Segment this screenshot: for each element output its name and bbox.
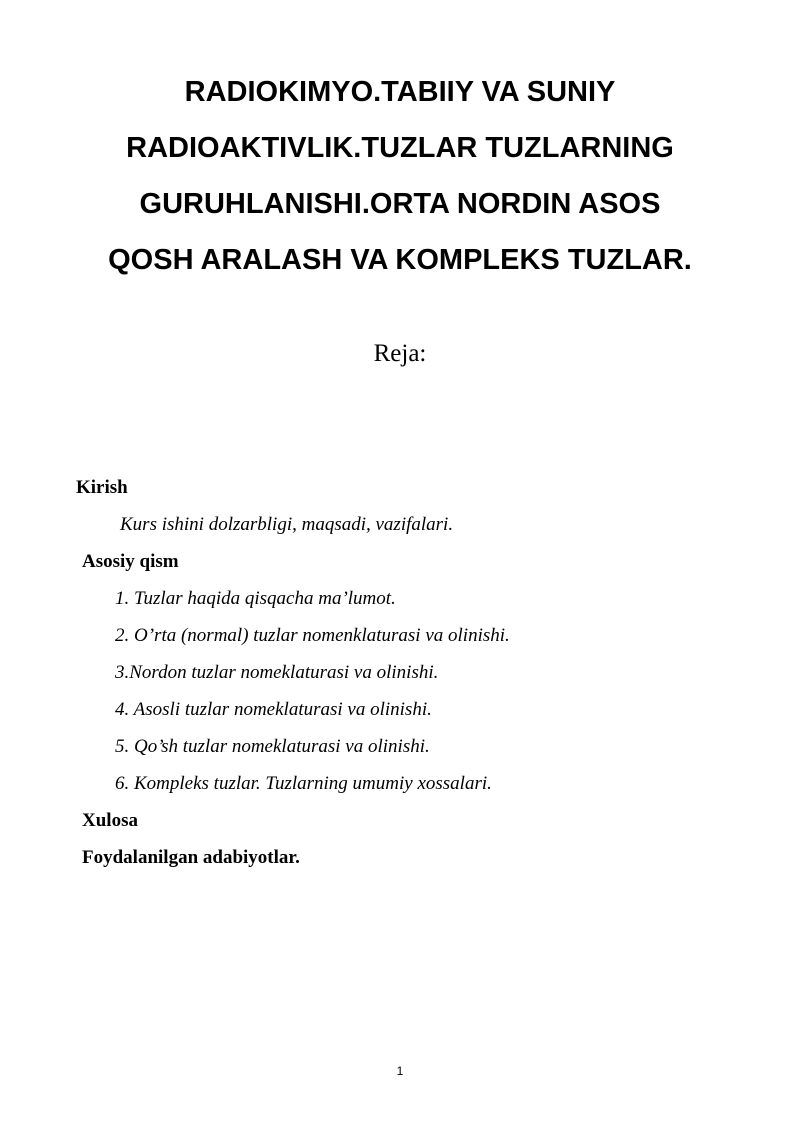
main-item-2: 2. O’rta (normal) tuzlar nomenklaturasi va olinishi. bbox=[115, 625, 510, 646]
plan-heading: Reja: bbox=[373, 340, 427, 367]
references-heading: Foydalanilgan adabiyotlar. bbox=[82, 847, 300, 868]
main-item-4: 4. Asosli tuzlar nomeklaturasi va olinishi. bbox=[115, 699, 432, 720]
main-item-1: 1. Tuzlar haqida qisqacha ma’lumot. bbox=[115, 588, 396, 609]
main-item-5: 5. Qo’sh tuzlar nomeklaturasi va olinishi. bbox=[115, 736, 430, 757]
main-item-3: 3.Nordon tuzlar nomeklaturasi va olinishi. bbox=[115, 662, 439, 683]
document-title bbox=[40, 64, 760, 288]
title-line-1: RADIOKIMYO.TABIIY VA SUNIY bbox=[184, 76, 616, 108]
page-number: 1 bbox=[396, 1064, 404, 1078]
title-line-2: RADIOAKTIVLIK.TUZLAR TUZLARNING bbox=[126, 132, 674, 164]
main-item-6: 6. Kompleks tuzlar. Tuzlarning umumiy xossalari. bbox=[115, 773, 492, 794]
title-line-4: QOSH ARALASH VA KOMPLEKS TUZLAR. bbox=[108, 244, 692, 276]
main-heading: Asosiy qism bbox=[82, 551, 179, 572]
conclusion-heading: Xulosa bbox=[82, 810, 138, 831]
intro-item: Kurs ishini dolzarbligi, maqsadi, vazifalari. bbox=[120, 514, 454, 535]
intro-heading: Kirish bbox=[76, 477, 128, 498]
title-line-3: GURUHLANISHI.ORTA NORDIN ASOS bbox=[139, 188, 661, 220]
